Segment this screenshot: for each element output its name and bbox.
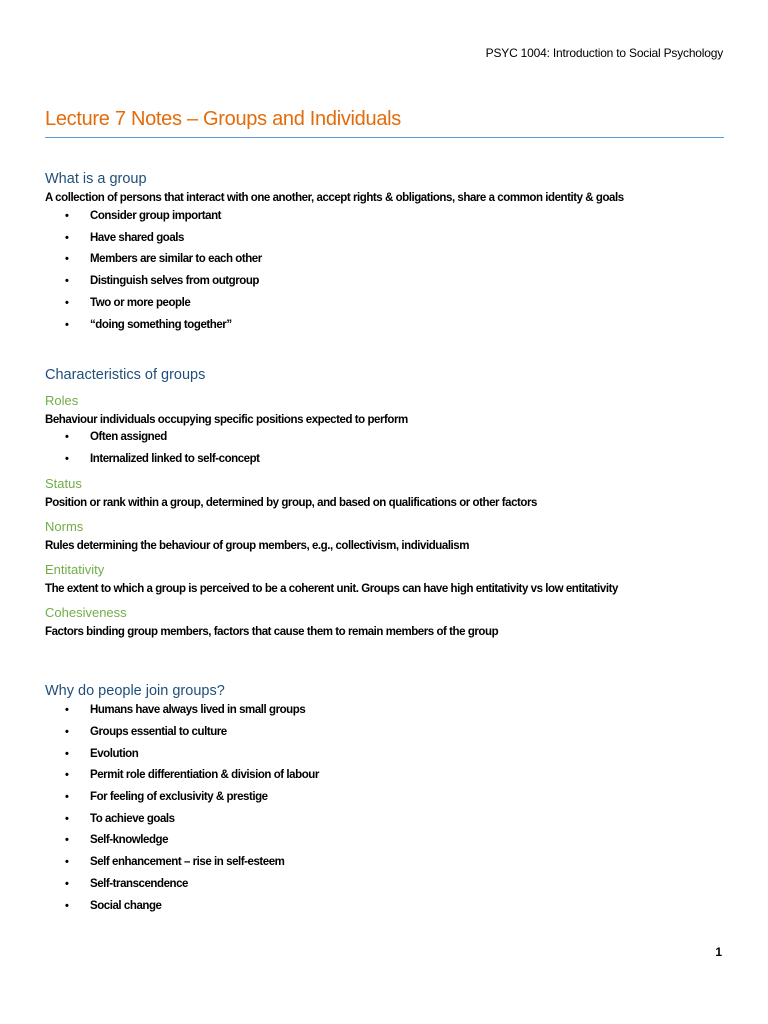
- list-item: • Social change: [65, 900, 162, 912]
- list-item: • Two or more people: [65, 297, 191, 309]
- bullet-icon: •: [65, 319, 69, 331]
- heading-what-is-a-group: What is a group: [45, 171, 147, 187]
- list-item: • Distinguish selves from outgroup: [65, 275, 259, 287]
- roles-description: Behaviour individuals occupying specific positions expected to perform: [45, 414, 408, 426]
- list-item: • Internalized linked to self-concept: [65, 453, 260, 465]
- list-item: • Self-knowledge: [65, 834, 169, 846]
- heading-characteristics-of-groups: Characteristics of groups: [45, 367, 206, 383]
- subheading-norms: Norms: [45, 519, 84, 534]
- list-item: • Have shared goals: [65, 232, 184, 244]
- list-item: • Members are similar to each other: [65, 253, 262, 265]
- entitativity-description: The extent to which a group is perceived to be a coherent unit. Groups can have high entitativity vs low entitativity: [45, 583, 618, 595]
- bullet-icon: •: [65, 431, 69, 443]
- cohesiveness-description: Factors binding group members, factors that cause them to remain members of the group: [45, 626, 499, 638]
- bullet-icon: •: [65, 856, 69, 868]
- status-description: Position or rank within a group, determined by group, and based on qualifications or other factors: [45, 497, 537, 509]
- bullet-icon: •: [65, 232, 69, 244]
- bullet-icon: •: [65, 297, 69, 309]
- list-item: • To achieve goals: [65, 813, 175, 825]
- bullet-icon: •: [65, 275, 69, 287]
- subheading-roles: Roles: [45, 393, 79, 408]
- bullet-icon: •: [65, 878, 69, 890]
- list-item: • Permit role differentiation & division of labour: [65, 769, 319, 781]
- bullet-icon: •: [65, 726, 69, 738]
- list-item: • Groups essential to culture: [65, 726, 227, 738]
- bullet-icon: •: [65, 900, 69, 912]
- bullet-icon: •: [65, 748, 69, 760]
- bullet-icon: •: [65, 253, 69, 265]
- list-item: • Humans have always lived in small groups: [65, 704, 306, 716]
- bullet-icon: •: [65, 453, 69, 465]
- bullet-icon: •: [65, 704, 69, 716]
- list-item: • Consider group important: [65, 210, 222, 222]
- list-item: • For feeling of exclusivity & prestige: [65, 791, 268, 803]
- list-item: • “doing something together”: [65, 319, 232, 331]
- bullet-icon: •: [65, 834, 69, 846]
- document-title: Lecture 7 Notes – Groups and Individuals: [45, 108, 401, 130]
- subheading-entitativity: Entitativity: [45, 562, 105, 577]
- list-item: • Evolution: [65, 748, 139, 760]
- title-underline-rule: [45, 137, 724, 138]
- group-definition: A collection of persons that interact with one another, accept rights & obligations, share a common identity & goals: [45, 192, 624, 204]
- norms-description: Rules determining the behaviour of group members, e.g., collectivism, individualism: [45, 540, 470, 552]
- list-item: • Self enhancement – rise in self-esteem: [65, 856, 285, 868]
- heading-why-join-groups: Why do people join groups?: [45, 683, 225, 699]
- list-item: • Often assigned: [65, 431, 167, 443]
- subheading-status: Status: [45, 476, 82, 491]
- page-header: PSYC 1004: Introduction to Social Psychology: [485, 46, 723, 60]
- bullet-icon: •: [65, 769, 69, 781]
- bullet-icon: •: [65, 791, 69, 803]
- list-item: • Self-transcendence: [65, 878, 188, 890]
- bullet-icon: •: [65, 210, 69, 222]
- page-number: 1: [715, 945, 722, 959]
- bullet-icon: •: [65, 813, 69, 825]
- subheading-cohesiveness: Cohesiveness: [45, 605, 127, 620]
